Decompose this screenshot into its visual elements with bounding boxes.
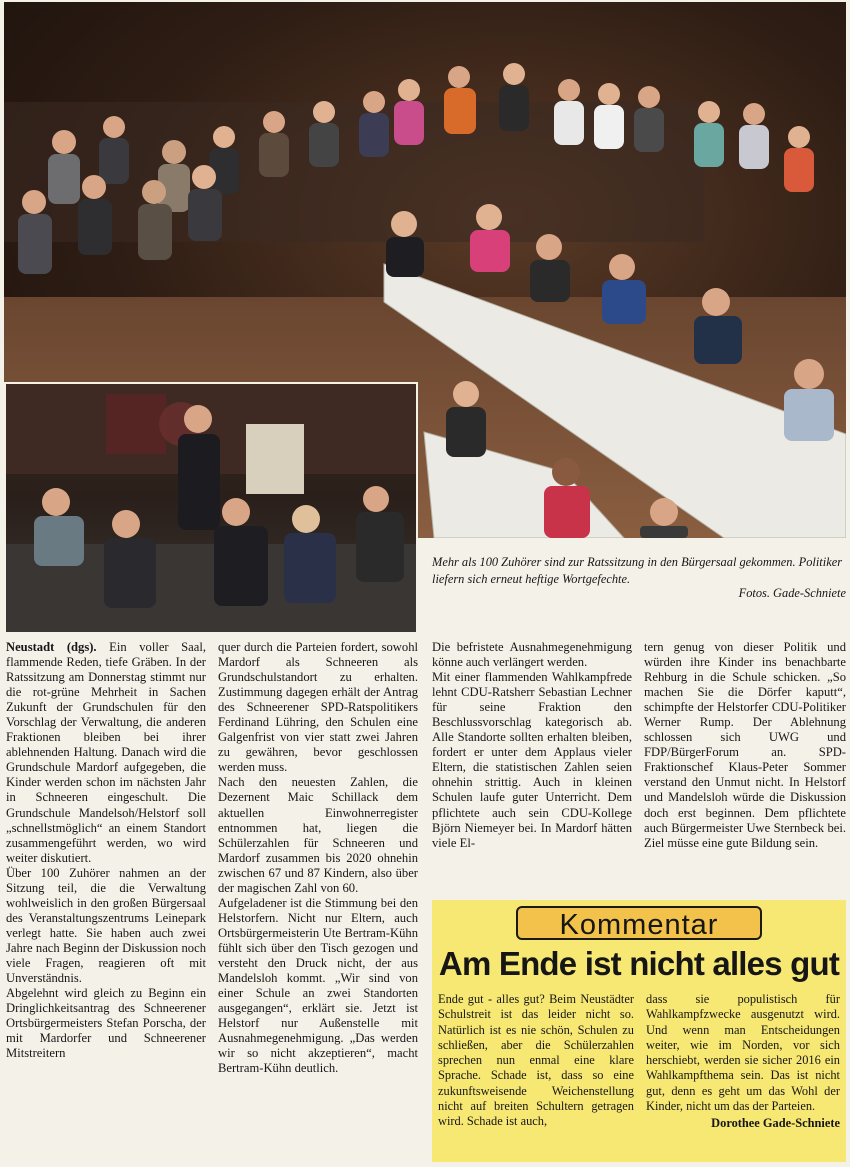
article-paragraph: Mit einer flammenden Wahlkampfrede lehnt CDU-Ratsherr Sebastian Lechner für seine Fraktion den Beschlussvorschlag kategorisch ab. Alle Standorte sollten erhalten bleiben, fordert er unter dem Applaus vieler Eltern, die statistischen Zahlen seien ohnehin strittig. Auch in kleinen Schulen laufe guter Unterricht. Dem pflichtete auch sein CDU-Kollege Björn Niemeyer bei. In Mardorf hätten viele El- (432, 670, 632, 850)
article-column-4 (644, 640, 846, 851)
article-column-2 (218, 640, 418, 1076)
kommentar-badge: Kommentar (516, 906, 762, 940)
photo-caption: Mehr als 100 Zuhörer sind zur Ratssitzung in den Bürgersaal gekommen. Politiker liefern sich erneut heftige Wortgefechte. (432, 555, 843, 586)
kommentar-headline: Am Ende ist nicht alles gut (438, 945, 840, 982)
article-paragraph: Neustadt (dgs). Ein voller Saal, flammende Reden, tiefe Gräben. In der Ratssitzung am Donnerstag stimmt nur die rot-grüne Mehrheit in Sachen Zukunft der Grundschulen für den Vorschlag der Verwaltung, die anderen Fraktionen bleiben bei ihrer ablehnenden Haltung. Danach wird die Grundschule Mardorf aufgegeben, die Kinder werden schon im nächsten Jahr in Schneeren eingeschult. Die Grundschule Mandelsoh/Helstorf soll „schnellstmöglich“ an einem Standort zusammengeführt werden, wo wird weiter diskutiert. (6, 640, 206, 865)
article-paragraph: Über 100 Zuhörer nahmen an der Sitzung teil, die die Verwaltung wohlweislich in den großen Bürgersaal des Veranstaltungszentrums Leinepark verlegt hatte. Sie haben auch zwei Jahre nach Beginn der Diskussion noch viele Fragen, reagieren oft mit Unverständnis. (6, 865, 206, 986)
article-paragraph: quer durch die Parteien fordert, sowohl Mardorf als Schneeren als Grundschulstandort zu erhalten. Zustimmung dagegen erhält der Antrag des Schneerener SPD-Ratspolitikers Ferdinand Lühring, den Schulen eine Galgenfrist von vier statt zwei Jahren zu gewähren, bevor geschlossen werden muss. (218, 640, 418, 775)
article-paragraph: Nach den neuesten Zahlen, die Dezernent Maic Schillack dem aktuellen Einwohnerregister entnommen hat, liegen die Schülerzahlen für Schneeren und Mardorf zusammen bis 2020 ohnehin zwischen 67 und 87 Kindern, also über der magischen Zahl von 60. (218, 775, 418, 895)
article-column-1 (6, 640, 206, 1061)
article-paragraph: tern genug von dieser Politik und würden ihre Kinder ins benachbarte Rehburg in die Schule schicken. „So machen Sie die Dörfer kaputt“, schimpfte der Helstorfer CDU-Politiker Werner Rump. Der Ablehnung schlossen sich UWG und FDP/BürgerForum an. SPD-Fraktionschef Klaus-Peter Sommer verstand den Unmut nicht. In Helstorf und Mandelsloh würde die Diskussion doch erst beginnen. Dem pflichtete auch Bürgermeister Uwe Sternbeck bei. Ziel müsse eine gute Bildung sein. (644, 640, 846, 850)
article-paragraph: Die befristete Ausnahmegenehmigung könne auch verlängert werden. (432, 640, 632, 670)
kommentar-text: dass sie populistisch für Wahlkampfzwecke ausgenutzt wird. Und wenn man Entscheidungen weiter, wie im Norden, vor sich herschiebt, werden sie sicher 2016 ein Wahlkampfthema sein. Das ist nicht gut, denn es geht um das Wohl der Kinder, nicht um das der Parteien. (646, 992, 840, 1114)
inset-photo (4, 382, 418, 634)
article-paragraph: Aufgeladener ist die Stimmung bei den Helstorfern. Nicht nur Eltern, auch Ortsbürgermeisterin Ute Bertram-Kühn fühlt sich über den Tisch gezogen und versteht den Druck nicht, der aus Mandelsloh kommt. „Wir sind von einer Schule an zwei Standorten ausgegangen“, erklärt sie. Jetzt ist Helstorf nur Außenstelle mit Ausnahmegenehmigung. „Das werden wir so nicht akzeptieren“, macht Bertram-Kühn deutlich. (218, 895, 418, 1076)
kommentar-author: Dorothee Gade-Schniete (711, 1116, 840, 1131)
article-dateline: Neustadt (dgs). (6, 640, 97, 654)
article-column-3 (432, 640, 632, 851)
kommentar-column-2 (646, 992, 840, 1132)
speaker-illustration (6, 384, 416, 632)
article-paragraph: Abgelehnt wird gleich zu Beginn ein Dringlichkeitsantrag des Schneerener Ortsbürgermeisters Stefan Porscha, der mit Mardorfer und Schneerener Mitstreitern (6, 986, 206, 1061)
photo-credit: Fotos. Gade-Schniete (738, 586, 846, 600)
kommentar-column-1: Ende gut - alles gut? Beim Neustädter Schulstreit ist das leider nicht so. Natürlich ist es nie schön, Schulen zu schließen, aber die Schülerzahlen sprechen nun enmal eine klare Sprache. Schade ist, dass so eine zukunftsweisende Weichenstellung nicht auf breiten Schultern getragen wird. Schade ist auch, (438, 992, 634, 1129)
kommentar-box (432, 900, 846, 1162)
